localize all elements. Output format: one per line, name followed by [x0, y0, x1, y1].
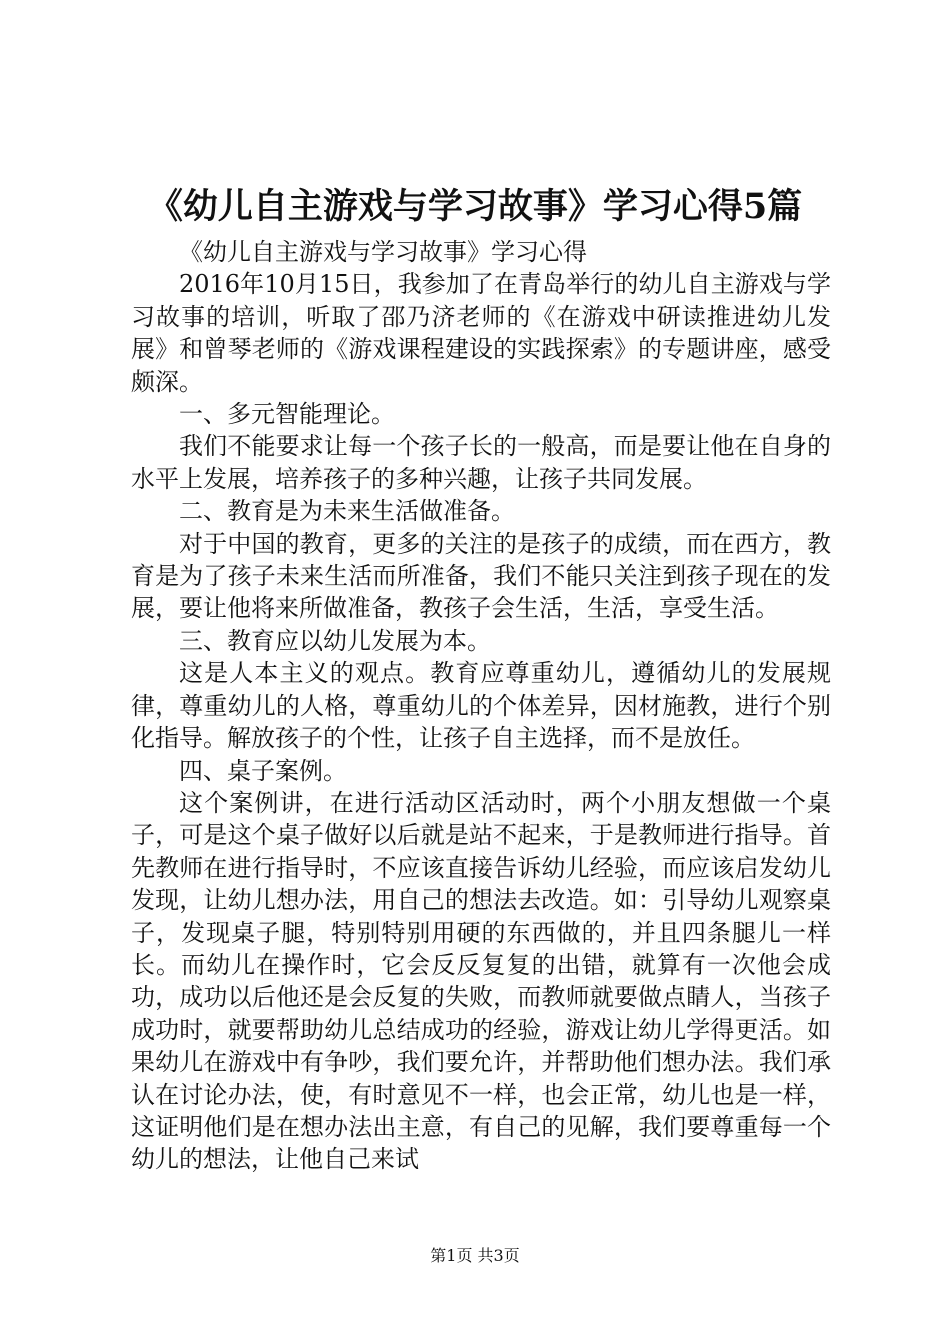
body-paragraph: 这是人本主义的观点。教育应尊重幼儿，遵循幼儿的发展规律，尊重幼儿的人格，尊重幼儿的个体差异，因材施教，进行个别化指导。解放孩子的个性，让孩子自主选择，而不是放任。 — [131, 659, 831, 753]
subtitle-paragraph: 《幼儿自主游戏与学习故事》学习心得 — [179, 238, 587, 266]
section-heading: 四、桌子案例。 — [179, 756, 347, 785]
section-heading: 三、教育应以幼儿发展为本。 — [179, 626, 491, 655]
body-paragraph: 2016年10月15日，我参加了在青岛举行的幼儿自主游戏与学习故事的培训，听取了邵乃济老师的《在游戏中研读推进幼儿发展》和曾琴老师的《游戏课程建设的实践探索》的专题讲座，感受颇深。 — [131, 270, 831, 396]
body-paragraph: 对于中国的教育，更多的关注的是孩子的成绩，而在西方，教育是为了孩子未来生活而所准备，我们不能只关注到孩子现在的发展，要让他将来所做准备，教孩子会生活，生活，享受生活。 — [131, 529, 831, 623]
section-heading: 二、教育是为未来生活做准备。 — [179, 497, 515, 526]
document-title: 《幼儿自主游戏与学习故事》学习心得5篇 — [147, 186, 803, 227]
body-paragraph: 这个案例讲，在进行活动区活动时，两个小朋友想做一个桌子，可是这个桌子做好以后就是站不起来，于是教师进行指导。首先教师在进行指导时，不应该直接告诉幼儿经验，而应该启发幼儿发现，让幼儿想办法，用自己的想法去改造。如：引导幼儿观察桌子，发现桌子腿，特别特别用硬的东西做的，并且四条腿儿一样长。而幼儿在操作时，它会反反复复的出错，就算有一次他会成功，成功以后他还是会反复的失败，而教师就要做点睛人，当孩子成功时，就要帮助幼儿总结成功的经验，游戏让幼儿学得更活。如果幼儿在游戏中有争吵，我们要允许，并帮助他们想办法。我们承认在讨论办法，使，有时意见不一样，也会正常，幼儿也是一样，这证明他们是在想办法出主意，有自己的见解，我们要尊重每一个幼儿的想法，让他自己来试 — [131, 788, 831, 1174]
document-body — [131, 236, 831, 1176]
body-paragraph: 我们不能要求让每一个孩子长的一般高，而是要让他在自身的水平上发展，培养孩子的多种兴趣，让孩子共同发展。 — [131, 432, 831, 493]
page-footer: 第1页 共3页 — [430, 1246, 520, 1265]
section-heading: 一、多元智能理论。 — [179, 400, 395, 429]
